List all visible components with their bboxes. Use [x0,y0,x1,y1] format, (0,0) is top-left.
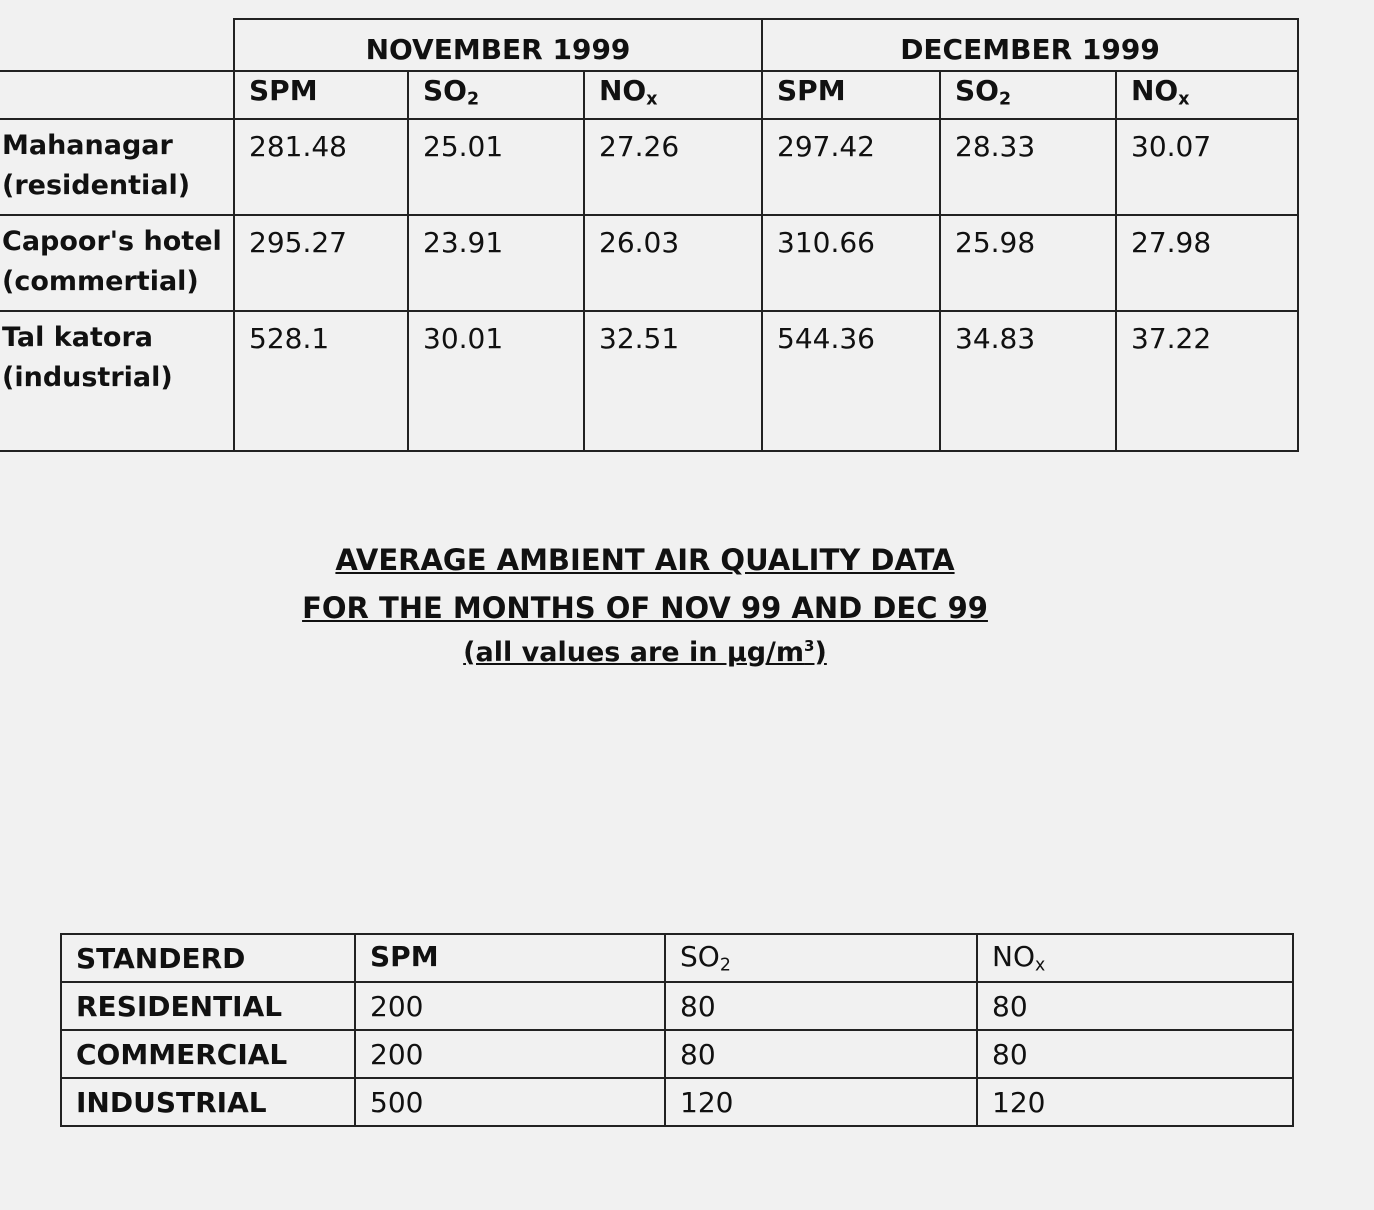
pollutant-header-row [0,71,1298,119]
value-cell: 26.03 [584,215,762,311]
value-cell: 32.51 [584,311,762,451]
pollutant-header: $NO_x$ [584,71,762,119]
value-cell: 25.98 [940,215,1116,311]
pollutant-header: $SO_2$ [940,71,1116,119]
value-cell: 80 [977,982,1293,1030]
value-cell: 80 [665,1030,977,1078]
value-cell: 120 [665,1078,977,1126]
air-quality-table [0,18,1299,452]
value-cell: 30.01 [408,311,584,451]
table-row [61,1078,1293,1126]
value-cell: 200 [355,1030,665,1078]
value-cell: 30.07 [1116,119,1298,215]
value-cell: 34.83 [940,311,1116,451]
value-cell: 500 [355,1078,665,1126]
value-cell: 295.27 [234,215,408,311]
pollutant-header: SPM [355,934,665,982]
corner-cell [0,19,234,71]
pollutant-header: $SO_2$ [665,934,977,982]
heading-units: (all values are in $\mu g/m^3$) [463,637,827,668]
value-cell: 80 [665,982,977,1030]
value-cell: 23.91 [408,215,584,311]
pollutant-header: SPM [762,71,940,119]
month-header-dec: DECEMBER 1999 [762,19,1298,71]
pollutant-header: SPM [234,71,408,119]
pollutant-header: $SO_2$ [408,71,584,119]
table-row [0,311,1298,451]
standards-table [60,933,1294,1127]
value-cell: 281.48 [234,119,408,215]
value-cell: 120 [977,1078,1293,1126]
standard-label: RESIDENTIAL [61,982,355,1030]
value-cell: 200 [355,982,665,1030]
value-cell: 544.36 [762,311,940,451]
value-cell: 528.1 [234,311,408,451]
value-cell: 80 [977,1030,1293,1078]
site-cell: Capoor's hotel (commertial) [0,215,234,311]
standard-label-header: STANDERD [61,934,355,982]
value-cell: 25.01 [408,119,584,215]
value-cell: 27.98 [1116,215,1298,311]
value-cell: 297.42 [762,119,940,215]
table-row [61,982,1293,1030]
value-cell: 310.66 [762,215,940,311]
site-cell: Tal katora (industrial) [0,311,234,451]
standards-header-row [61,934,1293,982]
value-cell: 28.33 [940,119,1116,215]
pollutant-header: $NO_x$ [1116,71,1298,119]
standard-label: COMMERCIAL [61,1030,355,1078]
value-cell: 37.22 [1116,311,1298,451]
value-cell: 27.26 [584,119,762,215]
heading-line-2: FOR THE MONTHS OF NOV 99 AND DEC 99 [302,591,988,625]
table-row [0,215,1298,311]
table-row [61,1030,1293,1078]
site-cell: Mahanagar (residential) [0,119,234,215]
month-header-row [0,19,1298,71]
table-row [0,119,1298,215]
month-header-nov: NOVEMBER 1999 [234,19,762,71]
standard-label: INDUSTRIAL [61,1078,355,1126]
heading-line-1: AVERAGE AMBIENT AIR QUALITY DATA [335,543,955,577]
pollutant-header: $NO_x$ [977,934,1293,982]
corner-cell [0,71,234,119]
